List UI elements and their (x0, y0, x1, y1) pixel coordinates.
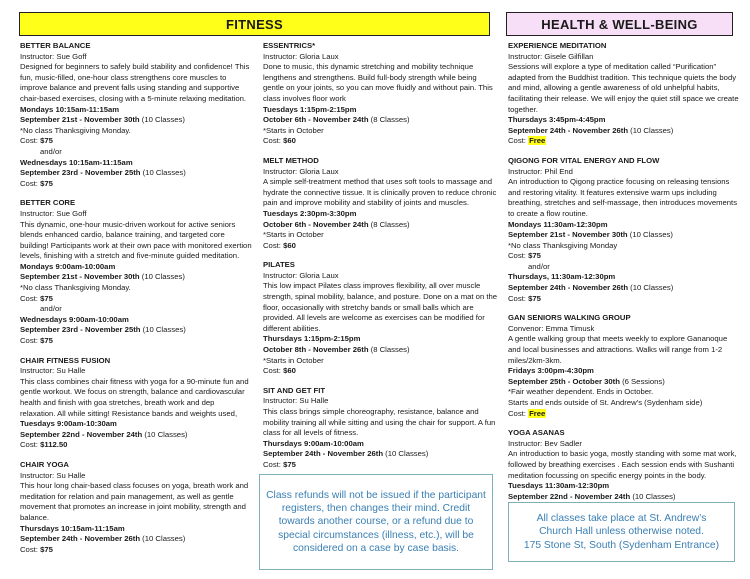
class-dates: September 21st - November 30th (20, 272, 140, 282)
class-walking-group (508, 313, 740, 419)
class-cost: $75 (40, 293, 53, 303)
class-dates-2: September 24th - November 26th (508, 283, 629, 293)
class-dates: September 24th - November 26th (263, 449, 384, 459)
class-instructor: Instructor: Sue Goff (20, 208, 87, 218)
class-experience-meditation (508, 41, 740, 147)
location-notice (508, 502, 735, 562)
class-note: *Starts in October (263, 125, 324, 135)
class-title: EXPERIENCE MEDITATION (508, 41, 607, 50)
location-line-2: Church Hall unless otherwise noted. (539, 526, 704, 538)
cost-label: Cost: (508, 408, 529, 418)
class-count: (10 Classes) (139, 272, 185, 282)
class-dates: September 24th - November 26th (508, 125, 629, 135)
class-cost-line (508, 251, 740, 262)
class-count: (10 Classes) (630, 491, 676, 501)
class-chair-fitness-fusion (20, 356, 252, 451)
refund-text: Class refunds will not be issued if the participant registers, then changes their mind. Credit towards another course, or a refund due to special circumstances (illness, etc.), will be considered on a case by case basis. (266, 489, 486, 554)
class-dates: September 22nd - November 24th (508, 491, 631, 501)
class-title: MELT METHOD (263, 155, 319, 165)
class-count: (8 Classes) (368, 115, 410, 125)
class-chair-yoga (20, 460, 252, 555)
class-count: (10 Classes) (627, 230, 673, 240)
class-title: YOGA ASANAS (508, 428, 565, 438)
class-dates-line-2 (20, 325, 252, 336)
class-time-2: Thursdays, 11:30am-12:30pm (508, 272, 616, 282)
class-title: QIGONG FOR VITAL ENERGY AND FLOW (508, 155, 660, 165)
class-time: Thursdays 10:15am-11:15am (20, 523, 125, 533)
cost-label: Cost: (20, 136, 41, 146)
class-instructor: Instructor: Su Halle (263, 396, 329, 406)
class-time-2: Wednesdays 9:00am-10:00am (20, 314, 129, 324)
class-sit-and-get-fit (263, 386, 499, 471)
class-description: Sessions will explore a type of meditation called “Purification” adapted from the Buddhist tradition. This technique quiets the body and mind, allowing a gentle awareness of old unhelpful habits, facilitating their release. We will enjoy the quiet still space we create together. (508, 62, 739, 114)
fitness-header: FITNESS (19, 12, 490, 36)
class-cost: $60 (283, 366, 296, 376)
class-qigong (508, 156, 740, 304)
class-dates-line (508, 230, 740, 241)
class-time: Thursdays 1:15pm-2:15pm (263, 334, 361, 344)
location-line-1: All classes take place at St. Andrew’s (536, 513, 707, 525)
class-description: An introduction to basic yoga, mostly standing with some mat work, followed by breathing exercises . Each session ends with Sushanti meditation focussing on specific energy points in the body. (508, 449, 737, 480)
cost-label: Cost: (20, 440, 41, 450)
class-cost-2: $75 (40, 178, 53, 188)
class-cost: $60 (283, 136, 296, 146)
and-or-text: and/or (528, 261, 550, 271)
class-cost-line (20, 440, 252, 451)
class-cost: $75 (40, 544, 53, 554)
class-yoga-asanas (508, 428, 740, 513)
class-instructor: Instructor: Gloria Laux (263, 270, 339, 280)
class-cost-line (508, 409, 740, 420)
class-description: This class combines chair fitness with yoga for a 90-minute fun and gentle workout. We focus on strength, balance and cardiovascular health and finish with goa stretches, breath work and dep relaxation. All while sitting! Resistance bands and weights used, (20, 376, 249, 418)
class-instructor: Instructor: Bev Sadler (508, 438, 582, 448)
class-cost-line (263, 460, 499, 471)
refund-notice (259, 474, 493, 570)
class-dates-line (263, 449, 499, 460)
class-dates-line (508, 126, 740, 137)
class-time: Tuesdays 11:30am-12:30pm (508, 481, 610, 491)
class-dates-line (263, 115, 499, 126)
class-dates-line-2 (508, 283, 740, 294)
class-instructor: Instructor: Su Halle (20, 366, 86, 376)
cost-label-2: Cost: (20, 178, 41, 188)
class-better-core (20, 198, 252, 346)
class-time-2: Wednesdays 10:15am-11:15am (20, 157, 133, 167)
class-count: (8 Classes) (368, 219, 410, 229)
class-title: ESSENTRICS* (263, 41, 316, 50)
class-description: This class brings simple choreography, resistance, balance and mobility training all while sitting and using the chair for support. A fun class for all levels of fitness. (263, 407, 496, 438)
class-time: Tuesdays 2:30pm-3:30pm (263, 208, 357, 218)
class-title: CHAIR FITNESS FUSION (20, 355, 111, 365)
and-or-text: and/or (40, 304, 62, 314)
class-instructor: Instructor: Gisele Gilfillan (508, 51, 594, 61)
free-badge: Free (529, 136, 546, 146)
class-pilates (263, 260, 499, 377)
health-column (508, 41, 740, 522)
class-dates-line (20, 430, 252, 441)
class-title: CHAIR YOGA (20, 459, 69, 469)
class-cost: $75 (283, 459, 296, 469)
class-instructor: Instructor: Su Halle (20, 470, 86, 480)
class-cost-line-2 (20, 336, 252, 347)
class-note: *No class Thanksgiving Monday. (20, 283, 131, 293)
class-note: *Starts in October (263, 230, 324, 240)
class-cost: $60 (283, 240, 296, 250)
class-dates-line (263, 220, 499, 231)
class-title: PILATES (263, 260, 295, 270)
class-cost-line-2 (20, 179, 252, 190)
class-dates: October 8th - November 26th (263, 345, 369, 355)
class-cost-line-2 (508, 294, 740, 305)
location-text (524, 512, 719, 552)
class-count-2: (10 Classes) (140, 325, 186, 335)
class-cost-line (263, 241, 499, 252)
fitness-column-left (20, 41, 252, 564)
class-instructor: Convenor: Emma Timusk (508, 323, 595, 333)
class-cost-line (20, 136, 252, 147)
class-cost: $75 (40, 136, 53, 146)
class-count: (10 Classes) (140, 534, 186, 544)
class-description: A simple self-treatment method that uses soft tools to massage and hydrate the connective tissue. It is clinically proven to reduce chronic pain and improve mobility and stability of joints and muscles. (263, 177, 497, 208)
class-count: (10 Classes) (139, 115, 185, 125)
cost-label: Cost: (263, 136, 284, 146)
cost-label-2: Cost: (20, 336, 41, 346)
class-title: BETTER BALANCE (20, 41, 91, 50)
class-description: This dynamic, one-hour music-driven workout for active seniors blends enhanced cardio, balance training, and targeted core building! Participants work at their own pace with monitored exertion levels, finishing with a stretch and five-minute guided meditation. (20, 219, 252, 261)
cost-label: Cost: (263, 240, 284, 250)
class-description: A gentle walking group that meets weekly to explore Gananoque and local businesses and attractions. Walks will range from 1-2 miles/2km-3km. (508, 334, 728, 365)
class-description: An introduction to Qigong practice focusing on releasing tensions and restoring vitality. It features extensive warm ups including breathing, stretches and self-massage, then introduces movements to create a flow routine. (508, 177, 738, 218)
class-note: *No class Thanksgiving Monday. (20, 125, 131, 135)
class-dates-2: September 23rd - November 25th (20, 325, 141, 335)
cost-label: Cost: (20, 293, 41, 303)
class-description: This hour long chair-based class focuses on yoga, breath work and meditation for relation and pain management, as well as gentle movement that promotes an increase in joint mobility, strength and balance. (20, 481, 249, 522)
class-dates: September 21st - November 30th (508, 230, 628, 240)
cost-label: Cost: (263, 366, 284, 376)
class-note-2: Starts and ends outside of St. Andrew’s (Sydenham side) (508, 398, 703, 407)
class-cost: $112.50 (40, 440, 68, 450)
class-melt-method (263, 156, 499, 251)
cost-label-2: Cost: (508, 293, 529, 303)
class-dates-line (20, 272, 252, 283)
class-dates-line (508, 492, 740, 503)
class-cost-line (20, 545, 252, 556)
class-instructor: Instructor: Phil End (508, 166, 573, 176)
class-count: (10 Classes) (383, 449, 429, 459)
class-time: Tuesdays 9:00am-10:30am (20, 419, 117, 429)
cost-label: Cost: (508, 251, 529, 261)
class-dates: September 22nd - November 24th (20, 429, 143, 439)
cost-label: Cost: (508, 136, 529, 146)
class-count: (8 Classes) (368, 345, 410, 355)
class-cost-line (263, 366, 499, 377)
class-time: Tuesdays 1:15pm-2:15pm (263, 104, 357, 114)
class-dates-line (508, 377, 740, 388)
class-dates-2: September 23rd - November 25th (20, 168, 141, 178)
class-time: Mondays 11:30am-12:30pm (508, 219, 608, 229)
class-count: (10 Classes) (142, 429, 188, 439)
class-cost-2: $75 (40, 336, 53, 346)
class-cost-line (508, 136, 740, 147)
class-time: Mondays 10:15am-11:15am (20, 104, 120, 114)
class-time: Thursdays 3:45pm-4:45pm (508, 115, 606, 125)
class-title: SIT AND GET FIT (263, 385, 326, 395)
cost-label: Cost: (263, 459, 284, 469)
class-title: BETTER CORE (20, 198, 76, 208)
class-dates-line (20, 534, 252, 545)
class-note: *No class Thanksgiving Monday (508, 240, 618, 250)
class-count-2: (10 Classes) (628, 283, 674, 293)
cost-label: Cost: (20, 544, 41, 554)
class-instructor: Instructor: Sue Goff (20, 51, 87, 61)
location-line-3: 175 Stone St, South (Sydenham Entrance) (523, 539, 720, 551)
class-cost-2: $75 (528, 293, 541, 303)
class-note: *Starts in October (263, 355, 324, 365)
class-dates-line-2 (20, 168, 252, 179)
class-time: Thursdays 9:00am-10:00am (263, 438, 364, 448)
class-count: (6 Sessions) (619, 376, 665, 386)
class-instructor: Instructor: Gloria Laux (263, 166, 339, 176)
class-cost-line (263, 136, 499, 147)
class-cost-line (20, 294, 252, 305)
class-note: *Fair weather dependent. Ends in October. (508, 387, 654, 397)
free-badge: Free (529, 408, 546, 418)
and-or-text: and/or (40, 146, 62, 156)
class-time: Fridays 3:00pm-4:30pm (508, 366, 594, 376)
health-header: HEALTH & WELL-BEING (506, 12, 733, 36)
class-dates-line (263, 345, 499, 356)
class-dates: September 21st - November 30th (20, 115, 140, 125)
class-description: Done to music, this dynamic stretching and mobility technique lengthens and strengthens. Build full-body strength while being gentle on your joints, so you can move fluidly and without pain. This class involves floor work (263, 62, 493, 103)
class-time: Mondays 9:00am-10:00am (20, 261, 116, 271)
class-title: GAN SENIORS WALKING GROUP (508, 313, 631, 323)
class-dates: September 25th - October 30th (508, 376, 620, 386)
class-better-balance (20, 41, 252, 189)
class-dates-line (20, 115, 252, 126)
class-count: (10 Classes) (628, 125, 674, 135)
class-dates: October 6th - November 24th (263, 219, 369, 229)
class-description: Designed for beginners to safely build stability and confidence! This fun, music-filled, one-hour class strengthens core muscles to improve balance and prevent falls using standing and supportive chair-based exercises, closing with a 5-minute relaxing meditation. (20, 62, 250, 103)
class-description: This low impact Pilates class improves flexibility, all over muscle strength, spinal mobility, balance, and posture. Done on a mat on the floor, occasionally with stretchy bands or small balls which are provided. All levels are welcome as exercises can be modified for different abilities. (263, 281, 498, 333)
class-count-2: (10 Classes) (140, 168, 186, 178)
class-dates: October 6th - November 24th (263, 115, 369, 125)
class-essentrics (263, 41, 499, 147)
class-cost: $75 (528, 251, 541, 261)
fitness-column-right (263, 41, 499, 480)
class-instructor: Instructor: Gloria Laux (263, 51, 339, 61)
class-dates: September 24th - November 26th (20, 534, 141, 544)
